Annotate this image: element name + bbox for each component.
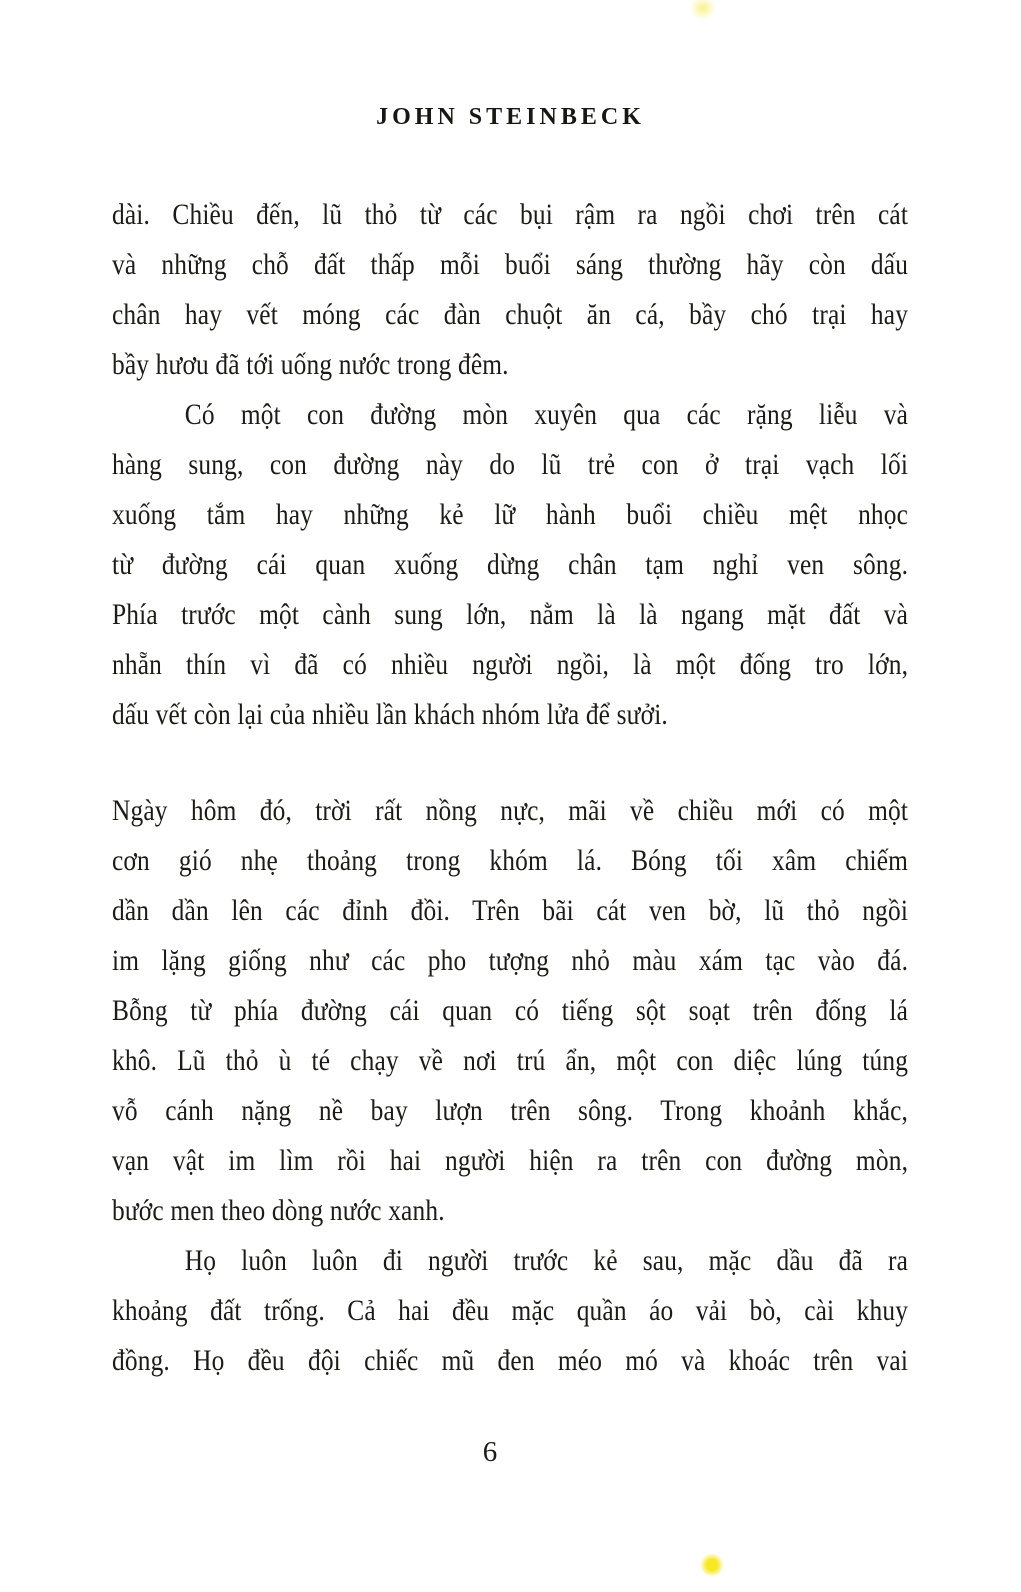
body-text-line: chân hay vết móng các đàn chuột ăn cá, bầy chó trại hay: [112, 298, 909, 331]
body-text-line: dài. Chiều đến, lũ thỏ từ các bụi rậm ra ngồi chơi trên cát: [112, 198, 909, 231]
body-text-line: Phía trước một cành sung lớn, nằm là là ngang mặt đất và: [112, 598, 909, 631]
scan-artifact-bottom: [700, 1553, 724, 1577]
body-text-line: Ngày hôm đó, trời rất nồng nực, mãi về chiều mới có một: [112, 794, 909, 827]
body-text-line: cơn gió nhẹ thoảng trong khóm lá. Bóng tối xâm chiếm: [112, 844, 909, 877]
body-text-line: đồng. Họ đều đội chiếc mũ đen méo mó và khoác trên vai: [112, 1344, 909, 1377]
body-text-line: bước men theo dòng nước xanh.: [112, 1194, 445, 1227]
body-text-line: xuống tắm hay những kẻ lữ hành buổi chiều mệt nhọc: [112, 498, 909, 531]
body-text-line: vỗ cánh nặng nề bay lượn trên sông. Trong khoảnh khắc,: [112, 1094, 909, 1127]
body-text-line: nhẵn thín vì đã có nhiều người ngồi, là một đống tro lớn,: [112, 648, 909, 681]
running-header-author: JOHN STEINBECK: [376, 104, 645, 130]
body-text-line: Họ luôn luôn đi người trước kẻ sau, mặc dầu đã ra: [184, 1244, 909, 1277]
scan-artifact-top: [690, 0, 716, 20]
body-text-line: khô. Lũ thỏ ù té chạy về nơi trú ẩn, một con diệc lúng túng: [112, 1044, 909, 1077]
text-block: [112, 190, 908, 1386]
body-text-line: bầy hươu đã tới uống nước trong đêm.: [112, 348, 509, 381]
body-text-line: và những chỗ đất thấp mỗi buổi sáng thường hãy còn dấu: [112, 248, 909, 281]
body-text-line: im lặng giống như các pho tượng nhỏ màu xám tạc vào đá.: [112, 944, 909, 977]
body-text-line: vạn vật im lìm rồi hai người hiện ra trên con đường mòn,: [112, 1144, 909, 1177]
body-text-line: dấu vết còn lại của nhiều lần khách nhóm lửa để sưởi.: [112, 698, 668, 731]
body-text-line: hàng sung, con đường này do lũ trẻ con ở trại vạch lối: [112, 448, 909, 481]
body-text-line: dần dần lên các đỉnh đồi. Trên bãi cát ven bờ, lũ thỏ ngồi: [112, 894, 909, 927]
body-text-line: từ đường cái quan xuống dừng chân tạm nghỉ ven sông.: [112, 548, 909, 581]
body-text-line: Có một con đường mòn xuyên qua các rặng liễu và: [184, 398, 909, 431]
page-number: 6: [482, 1436, 498, 1468]
body-text-line: khoảng đất trống. Cả hai đều mặc quần áo vải bò, cài khuy: [112, 1294, 909, 1327]
body-text-line: Bỗng từ phía đường cái quan có tiếng sột soạt trên đống lá: [112, 994, 909, 1027]
